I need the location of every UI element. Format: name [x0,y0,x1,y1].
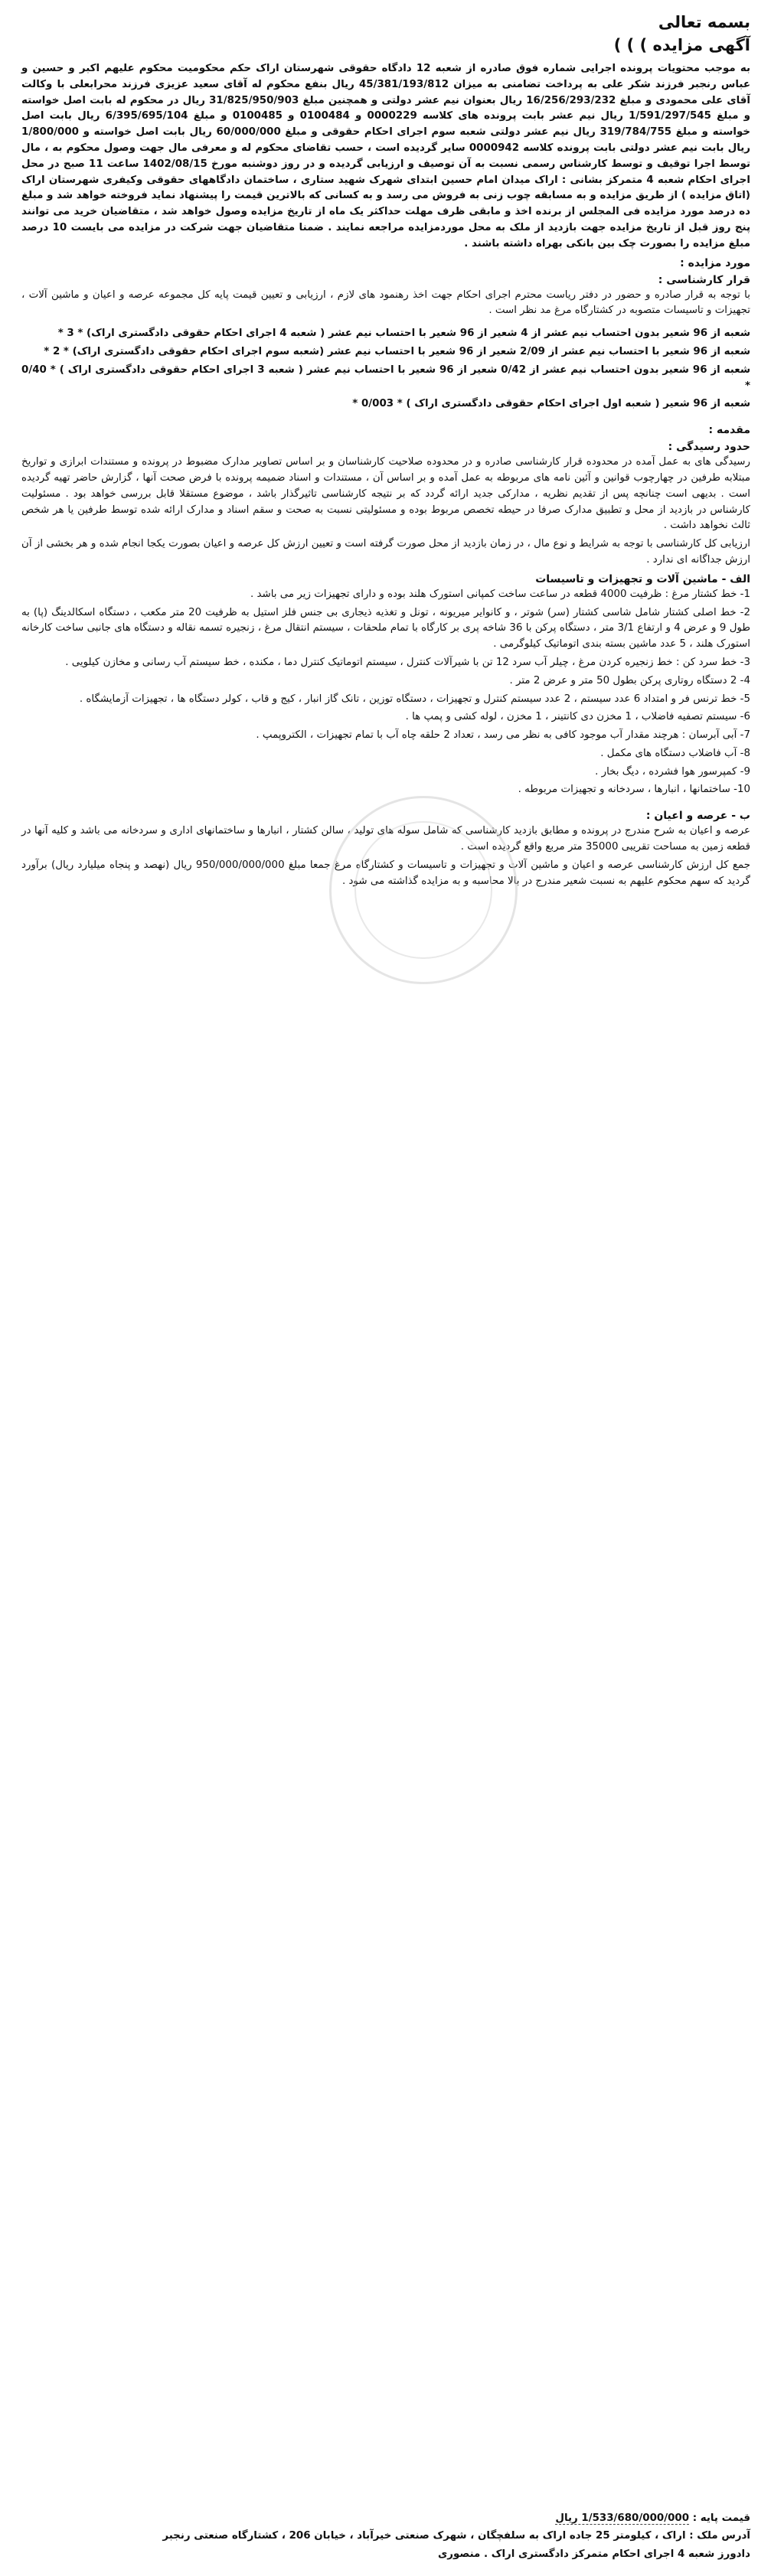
list-item: 3- خط سرد کن : خط زنجیره کردن مرغ ، چیلر آب سرد 12 تن با شیرآلات کنترل ، سیستم اتوماتیک کنترل دما ، مکنده ، خط سیستم آب رسانی و مخازن کیلویی . [65,656,750,668]
list-item: 8- آب فاضلاب دستگاه های مکمل . [600,747,750,759]
document-subtitle: آگهی مزایده ) ) ) [613,36,750,54]
preface-text: رسیدگی های به عمل آمده در محدوده قرار کارشناسی صادره و در محدوده صلاحیت کارشناسان و بر اساس تصاویر مدارک مضبوط در پرونده و مستندات ابرازی و تواریخ مبتلابه طرفین در چهارچوب قوانین و آئین نامه های مربوطه به عمل آمده و بر اساس آن ، مستندات و اسناد ضمیمه پرونده با فرض صحت آنها ، گزارش حاضر تهیه گردیده است . بدیهی است چنانچه پس از تقدیم نظریه ، مدارکی جدید ارائه گردد که بر نتیجه کارشناسی تاثیرگذار باشد ، موضوع مستقلا قابل بررسی خواهد بود . مسئولیت کارشناس در بازدید از محل و تطبیق مدارک صرفا در حیطه تخصص مربوط بوده و مسئولیتی نسبت به صحت و سقم اسناد و مدارک ارائه شده توسط طرفین یا هر شخص ثالث نخواهد داشت . [21,456,750,532]
footer-signature: دادورز شعبه 4 اجرای احکام متمرکز دادگستری اراک . منصوری [438,2548,750,2561]
subject-label: مورد مزایده : [680,256,750,269]
list-item: 7- آبی آبرسان : هرچند مقدار آب موجود کافی به نظر می رسد ، تعداد 2 حلقه چاه آب با تمام تجهیزات ، الکتروپمپ . [256,729,750,742]
base-price-label: قیمت پایه : [689,2512,750,2524]
intro-paragraph: به موجب محتویات پرونده اجرایی شماره فوق صادره از شعبه 12 دادگاه حقوقی شهرستان اراک حکم محکومیت محکوم علیهم اکبر و حسین و عباس رنجبر فرزند شکر علی به پرداخت تضامنی به میزان 45/381/193/812 ریال بنفع محکوم له آقای سعید عزیزی فرزند محرابعلی با وکالت آقای علی محمودی و مبلغ 16/256/293/232 ریال بعنوان نیم عشر دولتی و همچنین مبلغ 31/825/950/903 ریال در محکوم له بابت اصل خواسته و مبلغ 1/591/297/545 ریال نیم عشر بابت پرونده های کلاسه 0000229 و 0100484 و 0100485 و مبلغ 6/395/695/104 ریال بابت اصل خواسته و مبلغ 319/784/755 ریال نیم عشر دولتی شعبه سوم اجرای احکام حقوقی و مبلغ 60/000/000 ریال بابت اصل خواسته و 1/800/000 ریال بابت نیم عشر دولتی بابت پرونده کلاسه 0000942 سایر گردیده است ، حسب تقاضای محکوم له و معرفی مال جهت وصول محکوم به ، مال توسط اجرا توقیف و توسط کارشناس رسمی نسبت به آن توصیف و ارزیابی گردیده و در روز دوشنبه مورخ 1402/08/15 ساعت 11 صبح در محل اجرای احکام شعبه 4 متمرکز بشانی : اراک میدان امام حسین ابتدای شهرک شهید ستاری ، ساختمان دادگاههای حقوقی وکیفری شهرستان اراک (اتاق مزایده ) از طریق مزایده و به مسابقه چوب زنی به فروش می رسد و به کسانی که بالاترین قیمت را پیشنهاد نماید فروخته خواهد شد و مبلغ ده درصد مورد مزایده فی المجلس از برنده اخذ و مابقی ظرف مهلت حداکثر یک ماه از تاریخ مزایده وصول خواهد شد ، متقاضیان خرید می توانند پنج روز قبل از تاریخ مزایده جهت بازدید از ملک به محل موردمزایده مراجعه نمایند . ضمنا متقاضیان جهت شرکت در مزایده می بایست 10 درصد مبلغ مزایده را بصورت چک بین بانکی بهراه داشته باشند . [21,63,751,249]
official-seal-icon [329,796,518,984]
list-item: 10- ساختمانها ، انبارها ، سردخانه و تجهیزات مربوطه . [518,784,750,796]
preface-heading-2: حدود رسیدگی : [668,441,750,454]
machinery-heading: الف - ماشین آلات و تجهیزات و تاسیسات [535,572,750,585]
list-item: 5- خط ترنس فر و امتداد 6 عدد سیستم ، 2 عدد سیستم کنترل و تجهیزات ، دستگاه توزین ، تانک گاز انبار ، کیج و قاب ، کولر دستگاه ها ، تجهیزات آزمایشگاه . [79,693,750,705]
list-item: 4- 2 دستگاه روتاری پرکن بطول 50 متر و عرض 2 متر . [509,674,750,686]
expert-heading: قرار کارشناسی : [658,273,750,286]
document-page [21,11,750,2565]
share-line-2: شعبه از 96 شعیر با احتساب نیم عشر از 2/09 شعیر از 96 شعیر با احتساب نیم عشر (شعبه سوم اجرای احکام حقوقی دادگستری اراک) * 2 * [44,345,750,357]
list-item: 6- سیستم تصفیه فاضلاب ، 1 مخزن دی کانتینر ، 1 مخزن ، لوله کشی و پمپ ها . [405,711,750,723]
bottom-text: عرصه و اعیان به شرح مندرج در پرونده و مطابق بازدید کارشناسی که شامل سوله های تولید ، سالن کشتار ، انبارها و ساختمانهای اداری و سردخانه می باشد و کلیه آنها در قطعه زمین به مساحت تقریبی 35000 متر مربع واقع گردیده است . [21,825,750,853]
share-line-4: شعبه از 96 شعیر ( شعبه اول اجرای احکام حقوقی دادگستری اراک ) * 0/003 * [352,398,750,410]
document-title: بسمه تعالی [658,13,750,31]
preface-text-2: ارزیابی کل کارشناسی با توجه به شرایط و نوع مال ، در زمان بازدید از محل صورت گرفته است و تعیین ارزش کل عرصه و اعیان بصورت یکجا انجام شده و هر بخشی از آن ارزش جداگانه ای ندارد . [21,538,750,566]
expert-text: با توجه به قرار صادره و حضور در دفتر ریاست محترم اجرای احکام جهت اخذ رهنمود های لازم ، ارزیابی و تعیین قیمت پایه کل مجموعه عرصه و اعیان و ماشین آلات ، تجهیزات و تاسیسات متصوبه در کشتارگاه مرغ مد نظر است . [21,289,750,317]
list-item: 2- خط اصلی کشتار شامل شاسی کشتار (سر) شوتر ، و کانوایر میریونه ، تونل و تغذیه ذیجاری بی جنس فلز استیل به ظرفیت 20 متر مکعب ، دستگاه اسکالدینگ (پا) به طول 9 و عرض 4 و ارتفاع 3/1 متر ، دستگاه پرکن با 36 شاخه پری بر کارگاه با تمام ملحقات ، سیستم انتقال مرغ ، زنجیره تسمه نقاله و دستگاه های جانبی ساخت کارخانه استورک هلند ، 5 عدد ماشین بسته بندی اتوماتیک کیلوگرمی . [21,606,750,651]
document-header [21,11,750,57]
share-line-1: شعبه از 96 شعیر بدون احتساب نیم عشر از 4 شعیر از 96 شعیر با احتساب نیم عشر ( شعبه 4 اجرای احکام حقوقی دادگستری اراک) * 3 * [57,328,750,340]
bottom-heading: ب - عرصه و اعیان : [645,810,750,823]
base-price-value: 1/533/680/000/000 ریال [555,2512,690,2524]
document-footer [21,2511,750,2565]
list-item: 1- خط کشتار مرغ : ظرفیت 4000 قطعه در ساعت ساخت کمپانی استورک هلند بوده و دارای تجهیزات زیر می باشد . [250,588,750,600]
final-text: جمع کل ارزش کارشناسی عرصه و اعیان و ماشین آلات و تجهیزات و تاسیسات و کشتارگاه مرغ جمعا مبلغ 950/000/000/000 ریال (نهصد و پنجاه میلیارد ریال) برآورد گردید که سهم محکوم علیهم به نسبت شعیر مندرج در بالا محاسبه و به مزایده گذاشته می شود . [21,859,750,887]
footer-address: آدرس ملک : اراک ، کیلومتر 25 جاده اراک به سلفچگان ، شهرک صنعتی خیرآباد ، خیابان 206 ، کشتارگاه صنعتی رنجبر [162,2530,750,2542]
base-price-line [21,2511,750,2527]
share-line-3: شعبه از 96 شعیر بدون احتساب نیم عشر از 0/42 شعیر از 96 شعیر با احتساب نیم عشر ( شعبه 3 اجرای احکام حقوقی دادگستری اراک ) * 0/40 * [21,364,751,392]
list-item: 9- کمپرسور هوا فشرده ، دیگ بخار . [595,765,750,778]
preface-heading: مقدمه : [708,424,750,437]
